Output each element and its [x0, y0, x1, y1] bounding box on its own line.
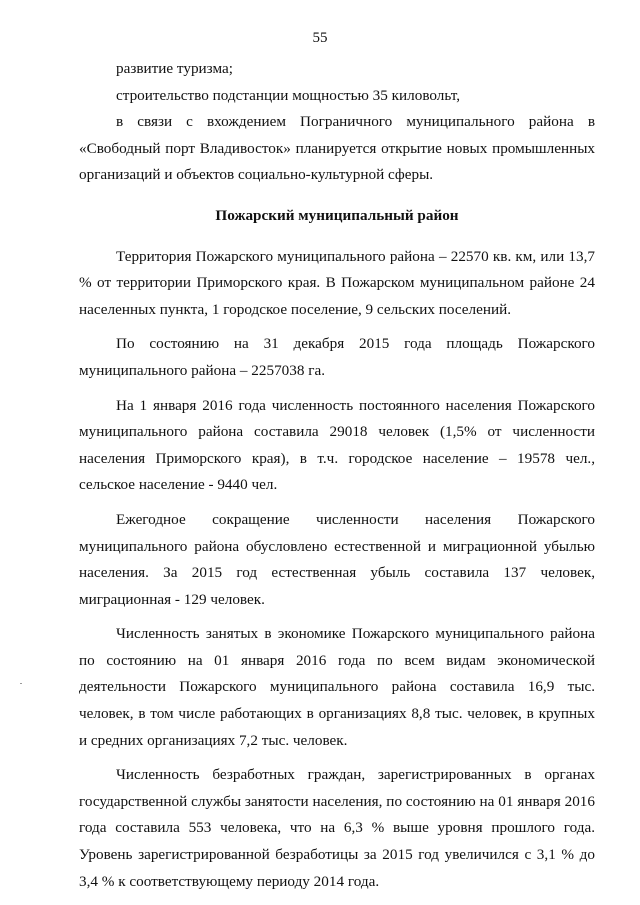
intro-paragraph-2: строительство подстанции мощностью 35 киловольт,	[116, 86, 461, 104]
paragraph-employment: Численность занятых в экономике Пожарского муниципального района по состоянию на 01 января 2016 года по всем видам экономической деятельности Пожарского муниципального района составила 16,9 тыс. человек, в том числе работающих в организациях 8,8 тыс. человек, в крупных и средних организациях 7,2 тыс. человек.	[79, 625, 595, 749]
paragraph-decline: Ежегодное сокращение численности населения Пожарского муниципального района обусловлено естественной и миграционной убылью населения. За 2015 год естественная убыль составила 137 человек, миграционная - 129 человек.	[79, 510, 595, 608]
paragraph-territory: Территория Пожарского муниципального района – 22570 кв. км, или 13,7 % от территории Приморского края. В Пожарском муниципальном районе 24 населенных пункта, 1 городское поселение, 9 сельских поселений.	[79, 247, 595, 318]
section-heading: Пожарский муниципальный район	[215, 206, 459, 224]
intro-paragraph-1: развитие туризма;	[116, 60, 233, 77]
scan-speck	[20, 683, 22, 684]
document-body	[79, 56, 595, 895]
paragraph-area: По состоянию на 31 декабря 2015 года площадь Пожарского муниципального района – 2257038 га.	[79, 335, 595, 379]
paragraph-unemployment: Численность безработных граждан, зарегистрированных в органах государственной службы занятости населения, по состоянию на 01 января 2016 года составила 553 человека, что на 6,3 % выше уровня прошлого года. Уровень зарегистрированной безработицы за 2015 год увеличился с 3,1 % до 3,4 % к соответствующему периоду 2014 года.	[79, 766, 595, 890]
intro-paragraph-3: в связи с вхождением Пограничного муниципального района в «Свободный порт Владивосток» планируется открытие новых промышленных организаций и объектов социально-культурной сферы.	[79, 113, 595, 184]
paragraph-population: На 1 января 2016 года численность постоянного населения Пожарского муниципального района составила 29018 человек (1,5% от численности населения Приморского края), в т.ч. городское население – 19578 чел., сельское население - 9440 чел.	[79, 396, 595, 494]
page-number: 55	[312, 30, 328, 46]
